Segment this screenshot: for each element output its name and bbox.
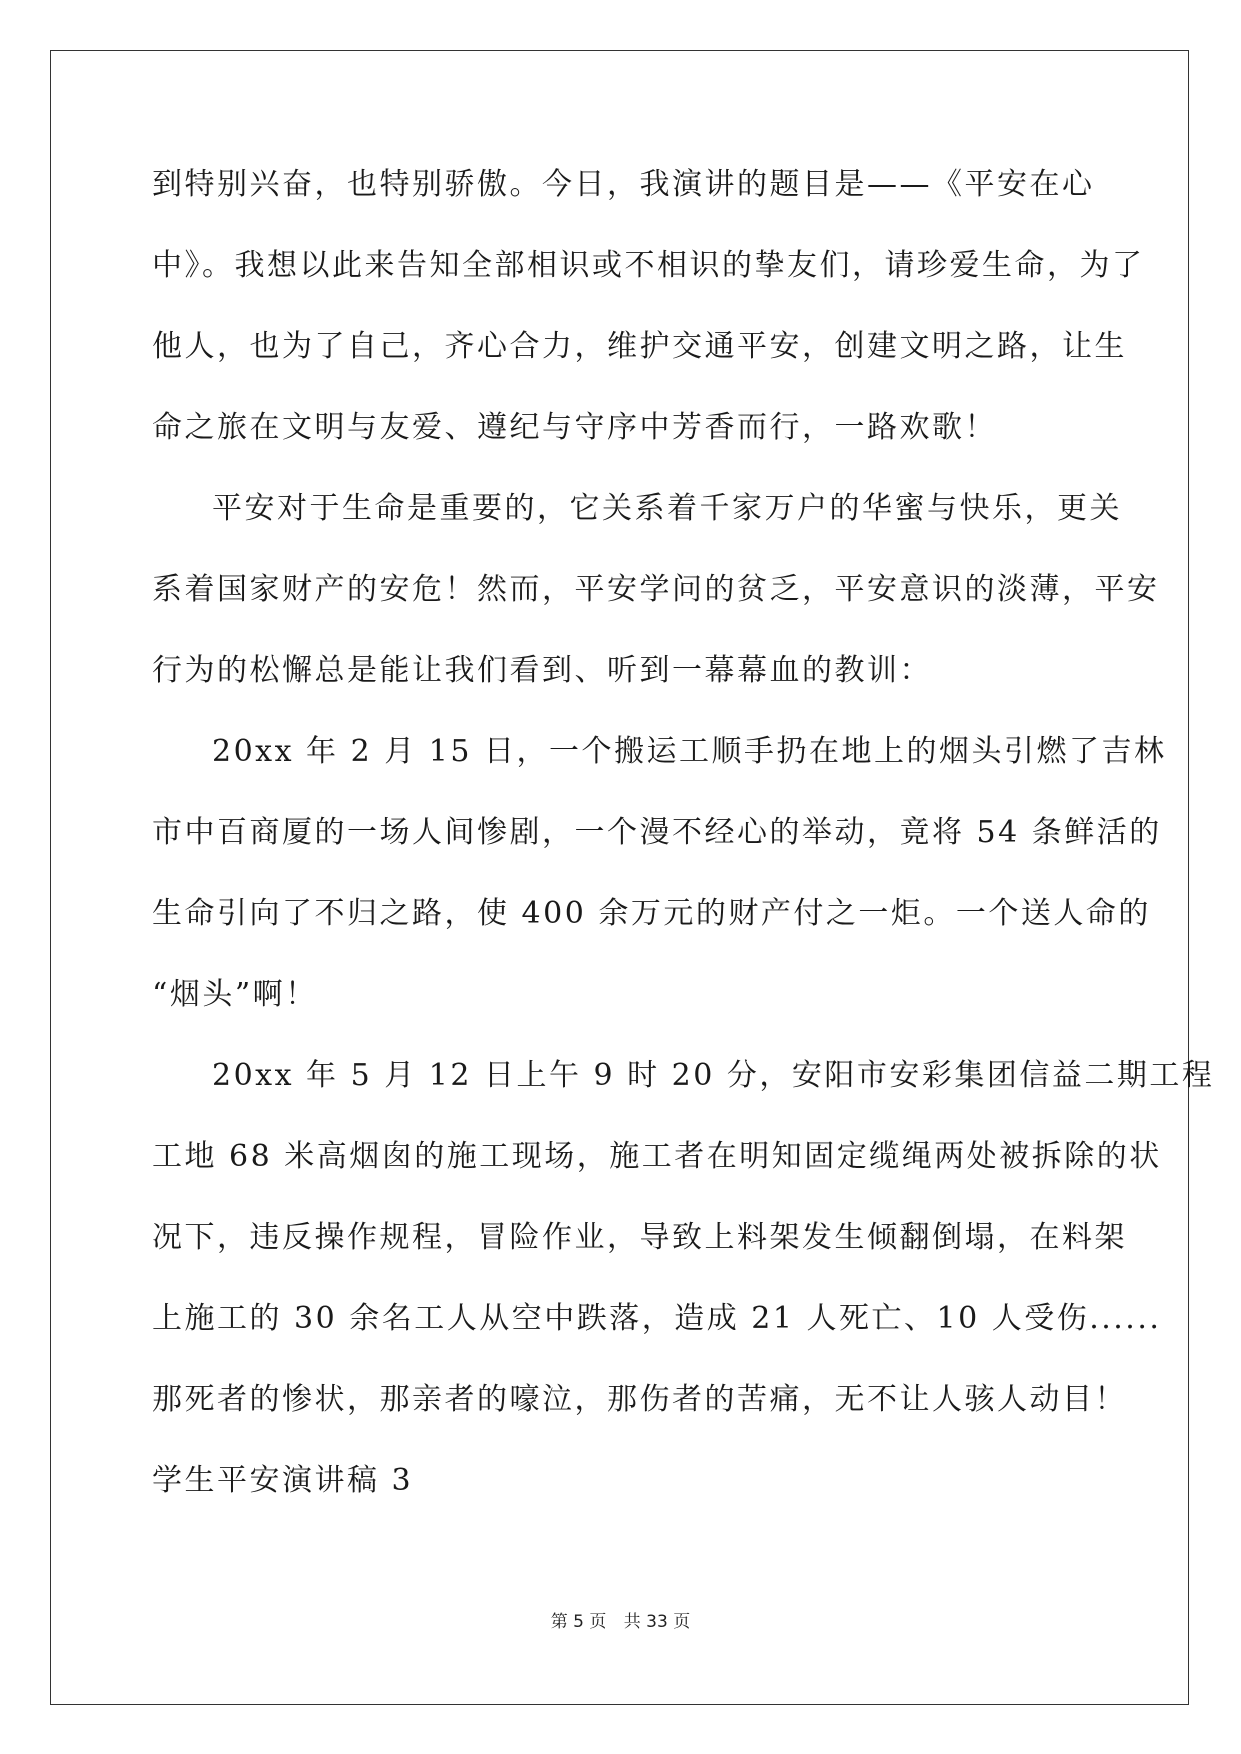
text-line: 20xx 年 2 月 15 日，一个搬运工顺手扔在地上的烟头引燃了吉林 (212, 734, 1167, 769)
page-footer (0, 1607, 1241, 1632)
text-line: 上施工的 30 余名工人从空中跌落，造成 21 人死亡、10 人受伤...... (152, 1301, 1162, 1336)
text-line: 行为的松懈总是能让我们看到、听到一幕幕血的教训： (152, 653, 932, 688)
text-line: 生命引向了不归之路，使 400 余万元的财产付之一炬。一个送人命的 (152, 896, 1151, 931)
text-line: 中》。我想以此来告知全部相识或不相识的挚友们，请珍爱生命，为了 (152, 248, 1145, 283)
document-body (152, 160, 1215, 1537)
text-line: 那死者的惨状，那亲者的嚎泣，那伤者的苦痛，无不让人骇人动目！ (152, 1382, 1127, 1417)
text-line: 到特别兴奋，也特别骄傲。今日，我演讲的题目是——《平安在心 (152, 167, 1095, 202)
page-total: 共 33 页 (623, 1612, 691, 1632)
text-line: 平安对于生命是重要的，它关系着千家万户的华蜜与快乐，更关 (212, 491, 1122, 526)
page-number: 第 5 页 (550, 1612, 607, 1632)
text-line: 市中百商厦的一场人间惨剧，一个漫不经心的举动，竟将 54 条鲜活的 (152, 815, 1162, 850)
text-line: 命之旅在文明与友爱、遵纪与守序中芳香而行，一路欢歌！ (152, 410, 997, 445)
text-line: 工地 68 米高烟囱的施工现场，施工者在明知固定缆绳两处被拆除的状 (152, 1139, 1162, 1174)
text-line: 学生平安演讲稿 3 (152, 1463, 414, 1498)
text-line: 系着国家财产的安危！然而，平安学问的贫乏，平安意识的淡薄，平安 (152, 572, 1160, 607)
text-line: “烟头”啊！ (152, 977, 318, 1012)
text-line: 况下，违反操作规程，冒险作业，导致上料架发生倾翻倒塌，在料架 (152, 1220, 1127, 1255)
text-line: 他人，也为了自己，齐心合力，维护交通平安，创建文明之路，让生 (152, 329, 1127, 364)
text-line: 20xx 年 5 月 12 日上午 9 时 20 分，安阳市安彩集团信益二期工程 (212, 1058, 1215, 1093)
